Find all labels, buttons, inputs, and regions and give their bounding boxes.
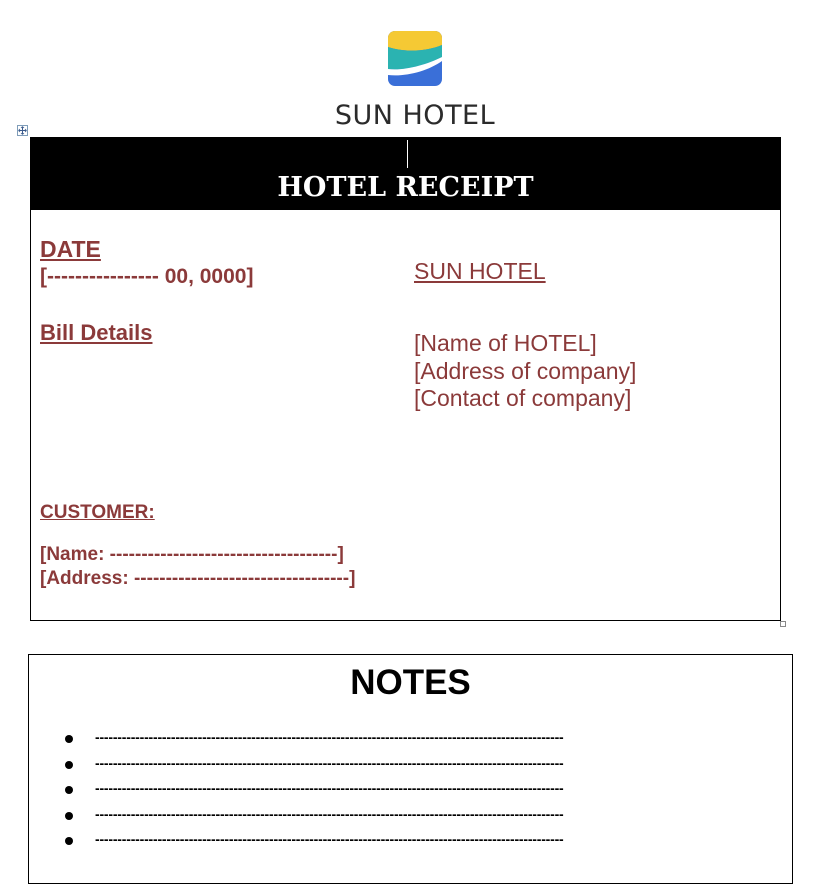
receipt-table [30,137,781,621]
date-label: DATE [40,236,101,262]
bill-details-label: Bill Details [40,320,153,345]
note-line: --------------------------------------------------------------------------------------------------------- [95,831,564,847]
bullet-icon [65,761,73,769]
hotel-name-placeholder[interactable]: [Name of HOTEL] [414,330,597,356]
note-line: --------------------------------------------------------------------------------------------------------- [95,729,564,745]
bullet-icon [65,812,73,820]
table-move-handle[interactable] [17,125,28,136]
bullet-icon [65,735,73,743]
customer-name-placeholder[interactable]: [Name: ------------------------------------] [40,544,344,565]
list-item[interactable] [65,729,775,755]
note-line: --------------------------------------------------------------------------------------------------------- [95,780,564,796]
move-arrows-icon [18,126,27,135]
receipt-header [31,138,780,210]
list-item[interactable] [65,755,775,781]
bullet-icon [65,786,73,794]
date-value[interactable]: [---------------- 00, 0000] [40,265,254,288]
logo-text: SUN HOTEL [334,100,496,131]
list-item[interactable] [65,831,775,857]
list-item[interactable] [65,780,775,806]
text-cursor [407,140,408,168]
customer-label: CUSTOMER: [40,502,155,523]
note-line: --------------------------------------------------------------------------------------------------------- [95,805,564,822]
company-contact-placeholder[interactable]: [Contact of company] [414,385,632,411]
sun-hotel-logo-icon [388,31,442,86]
notes-title: NOTES [350,663,471,702]
hotel-name-link[interactable]: SUN HOTEL [414,258,546,284]
hotel-info [414,330,636,413]
list-item[interactable] [65,806,775,832]
note-line: --------------------------------------------------------------------------------------------------------- [95,754,564,771]
company-address-placeholder[interactable]: [Address of company] [414,357,637,384]
bullet-icon [65,837,73,845]
notes-box [28,654,793,884]
customer-address-placeholder[interactable]: [Address: ----------------------------------] [40,568,356,589]
table-resize-handle[interactable] [780,621,786,627]
receipt-title: HOTEL RECEIPT [277,172,534,203]
notes-list [65,729,775,857]
